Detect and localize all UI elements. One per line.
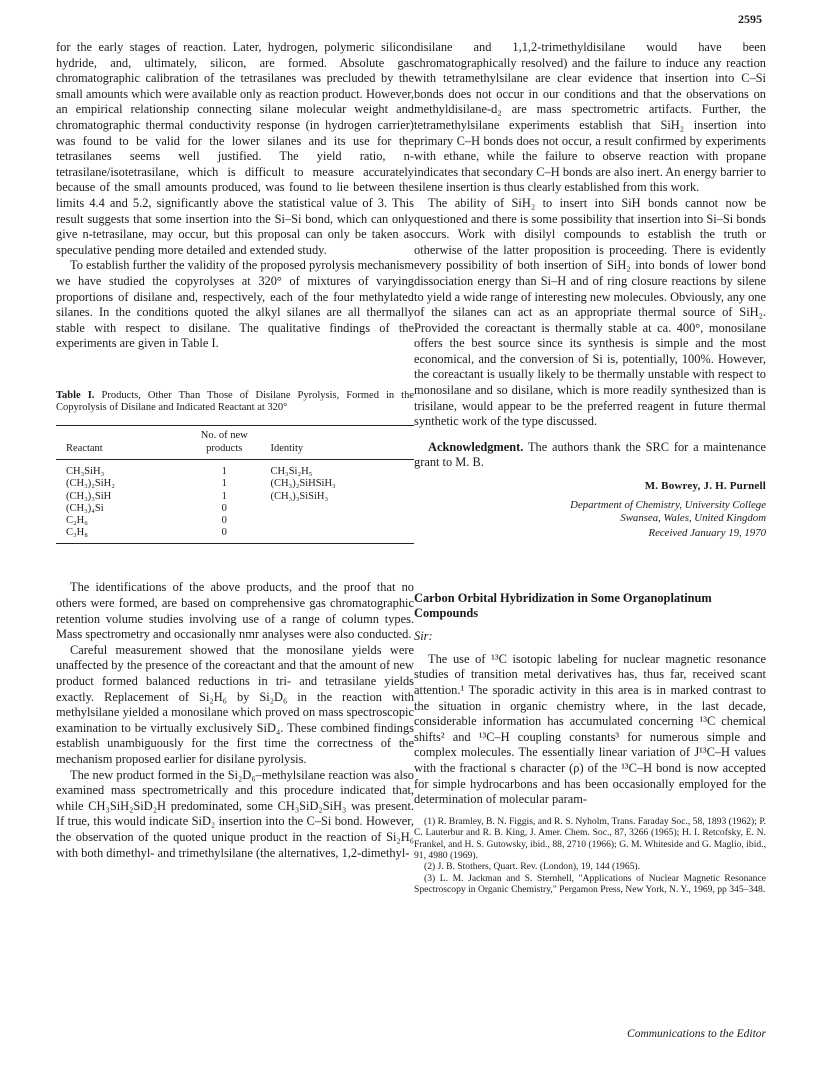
table-cell-count: 1 [221, 466, 227, 478]
table-caption [56, 390, 414, 415]
table-cell-identity [256, 527, 414, 544]
table-cell-count: 0 [221, 515, 227, 527]
table-cell-identity: (CH₃)₃SiSiH₃ [270, 490, 329, 502]
table-row [56, 515, 414, 527]
table-label: Table I. [56, 389, 95, 401]
table-header-reactant: Reactant [66, 442, 103, 454]
table-cell-reactant: C₂H₆ [66, 515, 88, 527]
salutation: Sir: [414, 629, 433, 644]
left-paragraph-5: The new product formed in the Si₂D₆–methylsilane reaction was also examined mass spectrometrically and this procedure indicated that, while CH₃SiH₂SiD₂H predominated, some CH₃SiD₂SiH₃ was present. If true, this would indicate SiD₂ insertion into the C–Si bond. However, the observation of the quoted unique product in the reaction of Si₂H₆ with both dimethyl- and trimethylsilane (the alternatives, 1,2-dimethyl- [56, 767, 414, 860]
reference-item: (1) R. Bramley, B. N. Figgis, and R. S. Nyholm, Trans. Faraday Soc., 58, 1893 (1962); P. C. Lauterbur and R. B. King, J. Amer. Chem. Soc., 87, 3266 (1965); H. I. Retcofsky, E. N. Frankel, and H. S. Gutowsky, ibid., 88, 2710 (1966); G. M. Whiteside and G. Maglio, ibid., 91, 4980 (1969). [414, 815, 766, 861]
table-cell-identity: (CH₃)₂SiHSiH₃ [270, 478, 336, 490]
table-row [56, 503, 414, 515]
authors: M. Bowrey, J. H. Purnell [644, 480, 766, 493]
table-caption-text: Products, Other Than Those of Disilane Pyrolysis, Formed in the Copyrolysis of Disilane and Indicated Reactant at 320° [56, 389, 414, 414]
table-row [56, 460, 414, 479]
acknowledgment-label: Acknowledgment. [428, 439, 524, 454]
table-cell-count: 0 [221, 502, 227, 514]
received-date: Received January 19, 1970 [648, 526, 766, 539]
left-paragraph-4: Careful measurement showed that the monosilane yields were unaffected by the presence of the coreactant and that the amount of new product formed balanced reductions in tri- and tetrasilane yields exactly. Replacement of Si₂H₆ by Si₂D₆ in the reaction with methylsilane yielded a monosilane which proved on mass spectroscopic examination to be virtually exclusively SiD₄. These combined findings establish unambiguously for the first time the correctness of the mechanism proposed earlier for disilane pyrolysis. [56, 642, 414, 766]
left-paragraph-3: The identifications of the above products, and the proof that no others were formed, are based on comprehensive gas chromatographic retention volume studies involving use of a range of column types. Mass spectrometry and occasionally nmr analyses were also conducted. [56, 580, 414, 642]
table-cell-reactant: (CH₃)₃SiH [66, 490, 112, 502]
reference-item: (3) L. M. Jackman and S. Sternhell, "Applications of Nuclear Magnetic Resonance Spectroscopy in Organic Chemistry," Pergamon Press, New York, N. Y., 1969, pp 345–348. [414, 872, 766, 896]
acknowledgment-text: The authors thank the SRC for a maintenance grant to M. B. [414, 439, 767, 470]
page-number: 2595 [738, 12, 762, 26]
table-row [56, 491, 414, 503]
table-header-count: No. of new products [200, 430, 248, 454]
left-column [56, 40, 414, 861]
table-cell-identity [256, 503, 414, 515]
table-cell-count: 1 [221, 490, 227, 502]
table-row [56, 527, 414, 544]
table-cell-count: 0 [221, 527, 227, 539]
article-title: Carbon Orbital Hybridization in Some Organoplatinum Compounds [414, 591, 712, 621]
page-footer: Communications to the Editor [627, 1028, 766, 1040]
table-cell-reactant: (CH₃)₄Si [66, 502, 104, 514]
acknowledgment [414, 440, 766, 471]
right-paragraph-3: The use of ¹³C isotopic labeling for nuclear magnetic resonance studies of transition metal derivatives has, thus far, received scant attention.¹ The sporadic activity in this area is in marked contrast to the situation in organic chemistry where, in the last decade, considerable information has accumulated concerning ¹³C chemical shifts² and ¹³C–H coupling constants³ for numerous simple and complex molecules. The essentially linear variation of J¹³C–H values with the fractional s character (ρ) of the ¹³C–H bond is now accepted for simple hydrocarbons and has been occasionally employed for the determination of molecular param- [414, 651, 766, 807]
table-1 [56, 390, 414, 545]
reference-item: (2) J. B. Stothers, Quart. Rev. (London), 19, 144 (1965). [424, 861, 641, 873]
table-cell-reactant: CH₃SiH₃ [66, 466, 105, 478]
affiliation-line-1: Department of Chemistry, University College [570, 498, 766, 511]
table-header-row [56, 426, 414, 460]
affiliation-line-2: Swansea, Wales, United Kingdom [620, 511, 766, 524]
table-cell-reactant: (CH₃)₂SiH₂ [66, 478, 115, 490]
right-column [414, 40, 766, 896]
right-paragraph-2: The ability of SiH₂ to insert into SiH bonds cannot now be questioned and there is some possibility that insertion into Si–Si bonds occurs. Work with disilyl compounds to establish the truth or otherwise of the latter proposition is proceeding. There is evidently every possibility of both insertion of SiH₂ into bonds of lower bond dissociation energy than Si–H and of ring closure reactions by silene to yield a wide range of interesting new molecules. Obviously, any one of the silanes can act as an appropriate thermal source of SiH₂. Provided the coreactant is thermally stable at ca. 400°, monosilane offers the best source since its synthesis is simple and the most economical, and the conversion of Si is, potentially, 100%. However, the coreactant is usually likely to be thermally unstable with respect to monosilane and so disilane, which is more readily synthesized than is trisilane, would appear to be the preferred reagent in future thermal synthetic work of the type discussed. [414, 195, 766, 429]
products-table [56, 425, 414, 544]
references [414, 816, 766, 896]
left-paragraph-1: for the early stages of reaction. Later, hydrogen, polymeric silicon hydride, and, ultimately, silicon, are formed. Absolute gas chromatographic calibration of the tetrasilanes was precluded by the small amounts which were available only as reaction product. However, an empirical relationship connecting silane molecular weight and chromatographic thermal conductivity response (in hydrogen carrier) was found to be valid for the lower silanes and its use for the tetrasilanes seems well justified. The yield ratio, n-tetrasilane/isotetrasilane, which is difficult to measure accurately because of the small amounts produced, was found to lie between the limits 4.4 and 5.2, significantly above the statistical value of 3. This result suggests that some insertion into the Si–Si bond, which can only give n-tetrasilane, may occur, but this proposal can only be taken as speculative pending more detailed and extended study. [56, 40, 414, 257]
table-header-identity: Identity [270, 442, 304, 454]
table-cell-identity: CH₃Si₂H₅ [270, 466, 313, 478]
table-row [56, 478, 414, 490]
right-paragraph-1: disilane and 1,1,2-trimethyldisilane would have been chromatographically resolved) and the failure to induce any reaction with tetramethylsilane are clear evidence that insertion into C–Si bonds does not occur in our conditions and that the observations on methyldisilane-d₂ are mass spectrometric artifacts. Further, the tetramethylsilane experiments establish that SiH₂ insertion into primary C–H bonds does not occur, a result confirmed by experiments with ethane, while the failure to observe reaction with propane indicates that secondary C–H bonds are also inert. An energy barrier to silene insertion is thus clearly established from this work. [414, 40, 766, 195]
table-cell-reactant: C₃H₈ [66, 527, 88, 539]
left-paragraph-2: To establish further the validity of the proposed pyrolysis mechanism we have studied the copyrolyses at 320° of mixtures of varying proportions of disilane and, respectively, each of the four methylated silanes. In the conditions quoted the alkyl silanes are all thermally stable with respect to disilane. The qualitative findings of the experiments are given in Table I. [56, 258, 414, 351]
table-cell-identity [256, 515, 414, 527]
table-cell-count: 1 [221, 478, 227, 490]
affiliation [414, 499, 766, 525]
